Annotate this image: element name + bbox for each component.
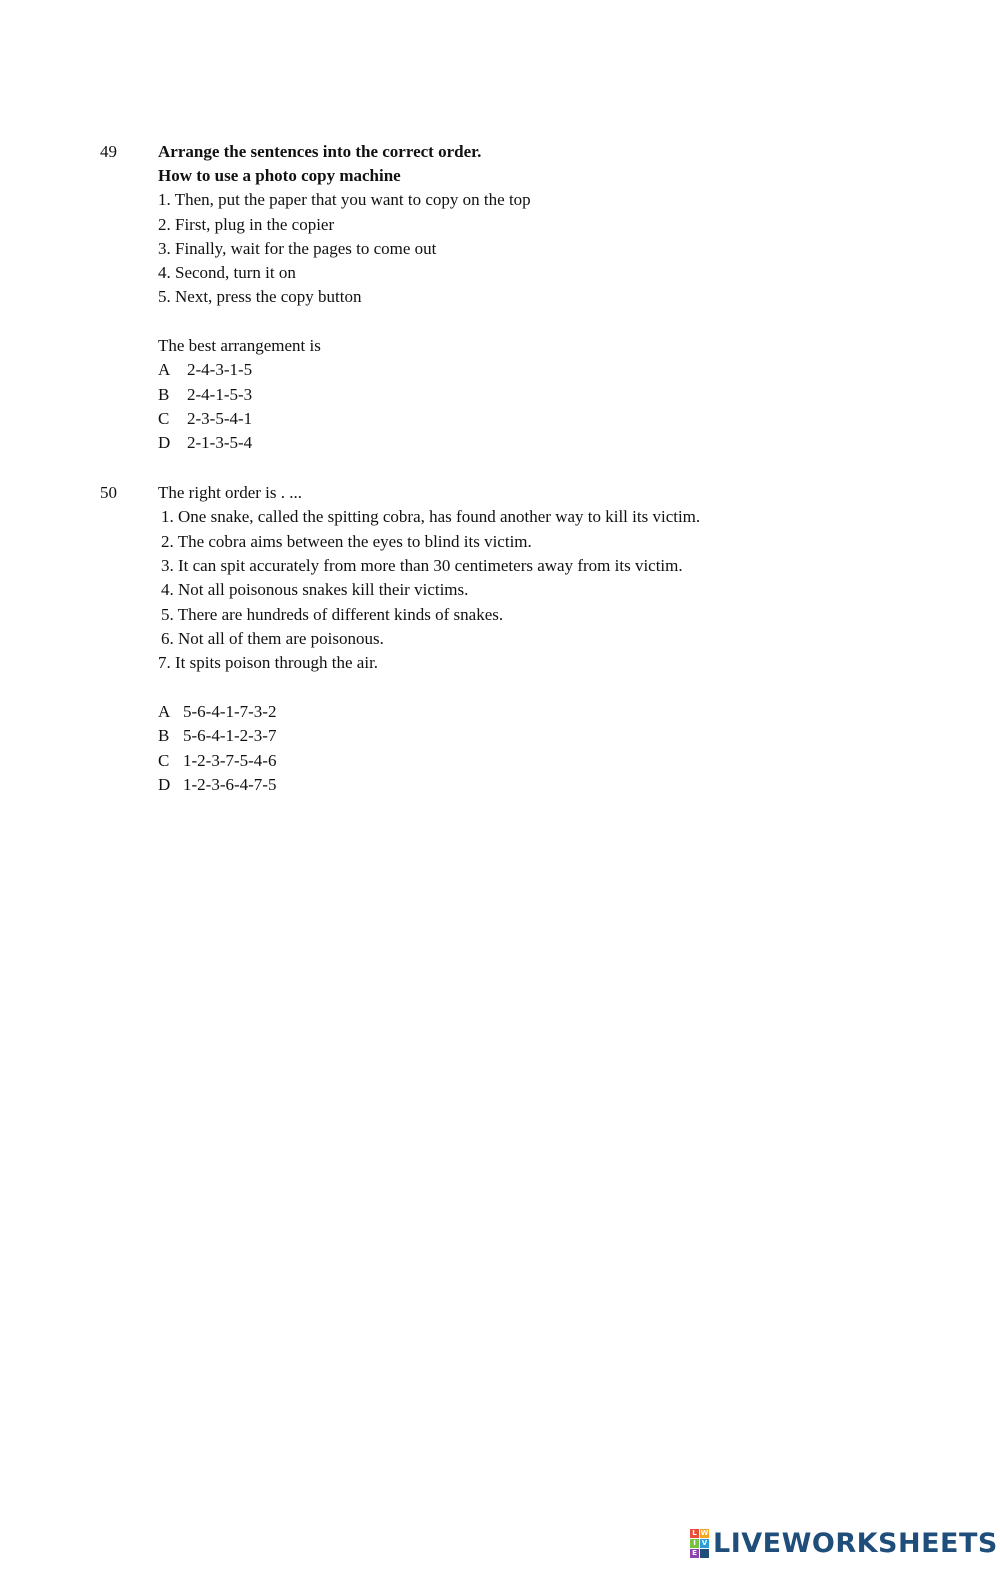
option-letter: D <box>158 433 171 452</box>
answer-option-c[interactable] <box>158 409 252 429</box>
option-text: 2-4-3-1-5 <box>187 360 253 379</box>
logo-mark-cell <box>700 1549 709 1558</box>
option-text: 5-6-4-1-7-3-2 <box>183 702 277 721</box>
question-number: 50 <box>100 483 117 502</box>
logo-mark-cell: L <box>690 1529 699 1538</box>
logo-mark-cell: W <box>700 1528 709 1537</box>
sentence-item: 2. The cobra aims between the eyes to blind its victim. <box>161 532 532 551</box>
question-instruction: Arrange the sentences into the correct order. <box>158 142 482 161</box>
sentence-item: 1. Then, put the paper that you want to copy on the top <box>158 190 531 209</box>
sentence-item: 5. Next, press the copy button <box>158 287 362 306</box>
sentence-item: 3. Finally, wait for the pages to come out <box>158 239 437 258</box>
option-letter: B <box>158 726 170 745</box>
option-letter: B <box>158 385 170 404</box>
logo-mark-icon <box>690 1529 709 1558</box>
option-text: 5-6-4-1-2-3-7 <box>183 726 277 745</box>
sentence-item: 6. Not all of them are poisonous. <box>161 629 384 648</box>
logo-mark-cell: I <box>690 1539 699 1548</box>
question-subtitle: How to use a photo copy machine <box>158 166 401 185</box>
question-prompt: The right order is . ... <box>158 483 302 502</box>
answer-option-c[interactable] <box>158 751 276 771</box>
logo-mark-cell: V <box>701 1538 708 1547</box>
option-letter: C <box>158 409 170 428</box>
option-text: 1-2-3-6-4-7-5 <box>183 775 277 794</box>
sentence-item: 4. Not all poisonous snakes kill their victims. <box>161 580 469 599</box>
option-letter: D <box>158 775 171 794</box>
option-text: 1-2-3-7-5-4-6 <box>183 751 277 770</box>
sentence-item: 1. One snake, called the spitting cobra, has found another way to kill its victim. <box>161 507 701 526</box>
sentence-item: 5. There are hundreds of different kinds of snakes. <box>161 605 504 624</box>
option-letter: C <box>158 751 170 770</box>
answer-option-d[interactable] <box>158 433 252 453</box>
sentence-item: 4. Second, turn it on <box>158 263 296 282</box>
sentence-item: 3. It can spit accurately from more than 30 centimeters away from its victim. <box>161 556 683 575</box>
question-prompt: The best arrangement is <box>158 336 321 355</box>
option-text: 2-1-3-5-4 <box>187 433 253 452</box>
answer-option-b[interactable] <box>158 385 252 405</box>
logo-mark-cell: E <box>690 1549 699 1558</box>
option-text: 2-3-5-4-1 <box>187 409 253 428</box>
liveworksheets-logo <box>690 1529 998 1557</box>
answer-option-b[interactable] <box>158 726 276 746</box>
question-number: 49 <box>100 142 117 161</box>
sentence-item: 7. It spits poison through the air. <box>158 653 379 672</box>
answer-option-a[interactable] <box>158 360 252 380</box>
option-letter: A <box>158 360 171 379</box>
logo-text: LIVEWORKSHEETS <box>713 1527 998 1559</box>
answer-option-d[interactable] <box>158 775 276 795</box>
option-text: 2-4-1-5-3 <box>187 385 253 404</box>
answer-option-a[interactable] <box>158 702 276 722</box>
option-letter: A <box>158 702 171 721</box>
sentence-item: 2. First, plug in the copier <box>158 215 335 234</box>
